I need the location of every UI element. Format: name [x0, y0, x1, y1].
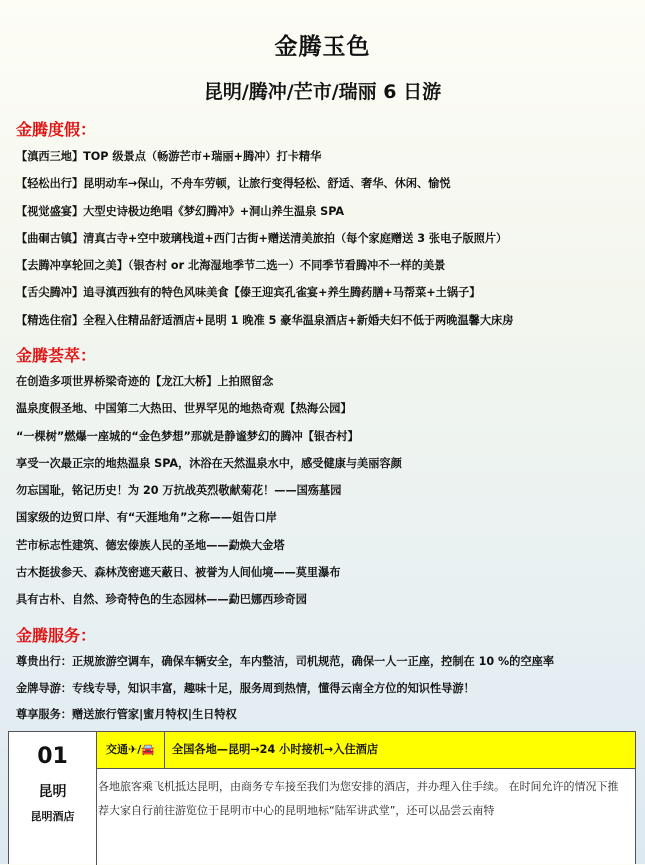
highlights-list [16, 368, 636, 614]
holiday-line: 【曲硐古镇】清真古寺+空中玻璃栈道+西门古街+赠送清美旅拍（每个家庭赠送 3 张电子版照片） [16, 231, 508, 245]
document-subtitle: 昆明/腾冲/芒市/瑞丽 6 日游 [203, 81, 442, 103]
holiday-line: 【去腾冲享轮回之美】（银杏村 or 北海湿地季节二选一）不同季节看腾冲不一样的美景 [16, 259, 446, 273]
day-left-panel [9, 732, 97, 865]
highlight-line: 勿忘国耻，铭记历史！为 20 万抗战英烈敬献菊花！——国殇墓园 [16, 484, 342, 498]
holiday-line: 【舌尖腾冲】追寻滇西独有的特色风味美食【傣王迎宾孔雀宴+养生腾药膳+马帮菜+土锅子】 [16, 286, 481, 300]
holiday-line: 【视觉盛宴】大型史诗极边绝唱《梦幻腾冲》+洞山养生温泉 SPA [16, 204, 345, 218]
holiday-list [16, 143, 636, 334]
route-bar [97, 732, 635, 769]
highlight-line: 温泉度假圣地、中国第二大热田、世界罕见的地热奇观【热海公园】 [16, 402, 352, 416]
highlight-line: 具有古朴、自然、珍奇特色的生态园林——勐巴娜西珍奇园 [16, 593, 307, 607]
holiday-line: 【滇西三地】TOP 级景点（畅游芒市+瑞丽+腾冲）打卡精华 [16, 150, 322, 163]
highlight-line: “一棵树”燃爆一座城的“金色梦想”那就是静谧梦幻的腾冲【银杏村】 [16, 429, 359, 443]
holiday-line: 【轻松出行】昆明动车→保山，不舟车劳顿，让旅行变得轻松、舒适、奢华、休闲、愉悦 [16, 177, 451, 191]
highlight-line: 古木挺拔参天、森林茂密遮天蔽日、被誉为人间仙境——莫里瀑布 [16, 566, 341, 580]
service-line: 尊贵出行：正规旅游空调车，确保车辆安全，车内整洁，司机规范，确保一人一正座，控制在 10 %的空座率 [16, 655, 555, 668]
day-hotel: 昆明酒店 [30, 810, 75, 823]
highlight-line: 芒市标志性建筑、德宏傣族人民的圣地——勐焕大金塔 [16, 538, 285, 552]
highlight-line: 国家级的边贸口岸、有“天涯地角”之称——姐告口岸 [16, 511, 277, 525]
service-line: 尊享服务：赠送旅行管家|蜜月特权|生日特权 [16, 708, 237, 721]
service-line: 金牌导游：专线专导，知识丰富，趣味十足，服务周到热情，懂得云南全方位的知识性导游！ [16, 681, 475, 695]
highlight-line: 享受一次最正宗的地热温泉 SPA，沐浴在天然温泉水中，感受健康与美丽容颜 [16, 456, 402, 470]
section-heading-holiday: 金腾度假： [16, 120, 97, 139]
day-description: 各地旅客乘飞机抵达昆明，由商务专车接至我们为您安排的酒店，并办理入住手续。 在时间允许的情况下推荐大家自行前往游览位于昆明市中心的昆明地标“陆军讲武堂”，还可以品尝云南特 [98, 780, 619, 817]
section-heading-highlights: 金腾荟萃： [16, 346, 97, 365]
day-number: 01 [37, 744, 68, 769]
highlight-line: 在创造多项世界桥梁奇迹的【龙江大桥】上拍照留念 [16, 375, 274, 388]
holiday-line: 【精选住宿】全程入住精品舒适酒店+昆明 1 晚准 5 豪华温泉酒店+新婚夫妇不低于两晚温馨大床房 [16, 313, 514, 327]
services-list [16, 649, 636, 729]
section-heading-services: 金腾服务： [16, 626, 97, 645]
traffic-label: 交通✈/🚘 [97, 732, 165, 768]
route-text: 全国各地—昆明→24 小时接机→入住酒店 [172, 743, 379, 756]
day-city: 昆明 [38, 784, 67, 800]
document-title: 金腾玉色 [274, 34, 371, 60]
